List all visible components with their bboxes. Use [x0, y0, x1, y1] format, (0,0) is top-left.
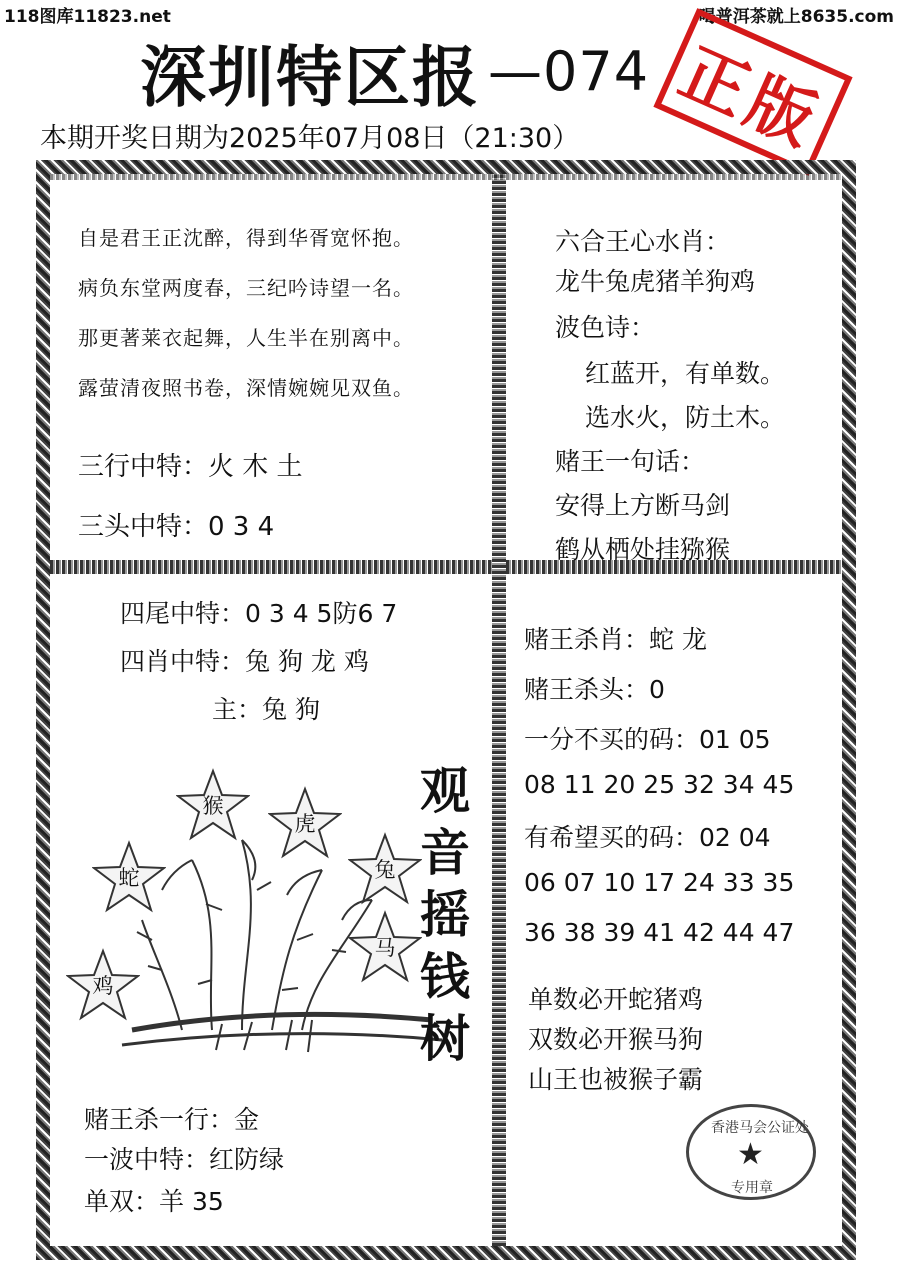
top-inner-rule	[50, 174, 842, 180]
kill-zodiac-pick: 赌王杀肖：蛇 龙	[524, 625, 707, 654]
seal-star-icon: ★	[737, 1137, 764, 1172]
main-zodiac-pick: 主：兔 狗	[212, 695, 320, 724]
odd-even-pick: 单双：羊 35	[84, 1187, 224, 1216]
right-line: 龙牛兔虎猪羊狗鸡	[555, 267, 756, 296]
right-line: 六合王心水肖：	[555, 227, 731, 256]
brush-title-char: 音	[420, 823, 470, 882]
right-line: 赌王一句话：	[555, 447, 706, 476]
right-line: 选水火，防土木。	[585, 403, 786, 432]
poem-line: 那更著莱衣起舞，人生半在别离中。	[78, 326, 414, 350]
poem-line: 露萤清夜照书卷，深情婉婉见双鱼。	[78, 376, 414, 400]
zodiac-star-icon	[348, 910, 422, 984]
no-buy-numbers-label: 一分不买的码：01 05	[524, 725, 771, 754]
three-heads-pick: 三头中特：0 3 4	[78, 512, 275, 542]
three-elements-pick: 三行中特：火 木 土	[78, 452, 303, 482]
wave-color-pick: 一波中特：红防绿	[84, 1145, 285, 1174]
kill-element-pick: 赌王杀一行：金	[84, 1105, 260, 1134]
zodiac-star-icon	[176, 768, 250, 842]
star-label: 虎	[294, 812, 316, 836]
right-line: 波色诗：	[555, 313, 656, 342]
genuine-stamp-icon	[653, 8, 852, 176]
hope-numbers-row: 06 07 10 17 24 33 35	[524, 868, 795, 897]
seal-top-text: 香港马会公证处	[711, 1120, 809, 1136]
brush-title-char: 观	[420, 761, 470, 820]
tip-line: 山王也被猴子霸	[528, 1065, 704, 1094]
right-line: 鹤从栖处挂猕猴	[555, 535, 731, 564]
hope-numbers-row: 36 38 39 41 42 44 47	[524, 918, 795, 947]
four-zodiac-pick: 四肖中特：兔 狗 龙 鸡	[120, 647, 369, 676]
zodiac-star-icon	[348, 832, 422, 906]
right-line: 红蓝开，有单数。	[585, 359, 786, 388]
tip-line: 单数必开蛇猪鸡	[528, 985, 704, 1014]
zodiac-star-icon	[92, 840, 166, 914]
official-seal-icon	[686, 1104, 816, 1200]
poem-line: 病负东堂两度春，三纪吟诗望一名。	[78, 276, 414, 300]
right-line: 安得上方断马剑	[555, 491, 731, 520]
vertical-divider	[492, 174, 506, 1246]
site-left-label: 118图库11823.net	[4, 7, 171, 27]
stamp-text: 正版	[669, 33, 832, 162]
hope-numbers-label: 有希望买的码：02 04	[524, 823, 771, 852]
brush-title-char: 摇	[420, 885, 470, 944]
no-buy-numbers-row: 08 11 20 25 32 34 45	[524, 770, 795, 799]
poem-line: 自是君王正沈醉，得到华胥宽怀抱。	[78, 226, 414, 250]
kill-head-pick: 赌王杀头：0	[524, 675, 665, 704]
site-right-label: 喝普洱茶就上8635.com	[698, 7, 894, 27]
star-label: 马	[374, 936, 396, 960]
four-tails-pick: 四尾中特：0 3 4 5防6 7	[120, 599, 398, 628]
tip-line: 双数必开猴马狗	[528, 1025, 704, 1054]
star-label: 兔	[374, 858, 396, 882]
brush-title-char: 树	[420, 1009, 470, 1068]
issue-number: —074	[488, 39, 650, 103]
brush-title-char: 钱	[420, 947, 470, 1006]
star-label: 猴	[202, 794, 224, 818]
masthead	[140, 28, 649, 114]
star-label: 鸡	[92, 974, 114, 998]
star-label: 蛇	[118, 866, 140, 890]
draw-date: 本期开奖日期为2025年07月08日（21:30）	[40, 123, 580, 154]
newspaper-title: 深圳特区报	[140, 38, 480, 116]
seal-bottom-text: 专用章	[731, 1180, 773, 1196]
zodiac-star-icon	[66, 948, 140, 1022]
zodiac-star-icon	[268, 786, 342, 860]
